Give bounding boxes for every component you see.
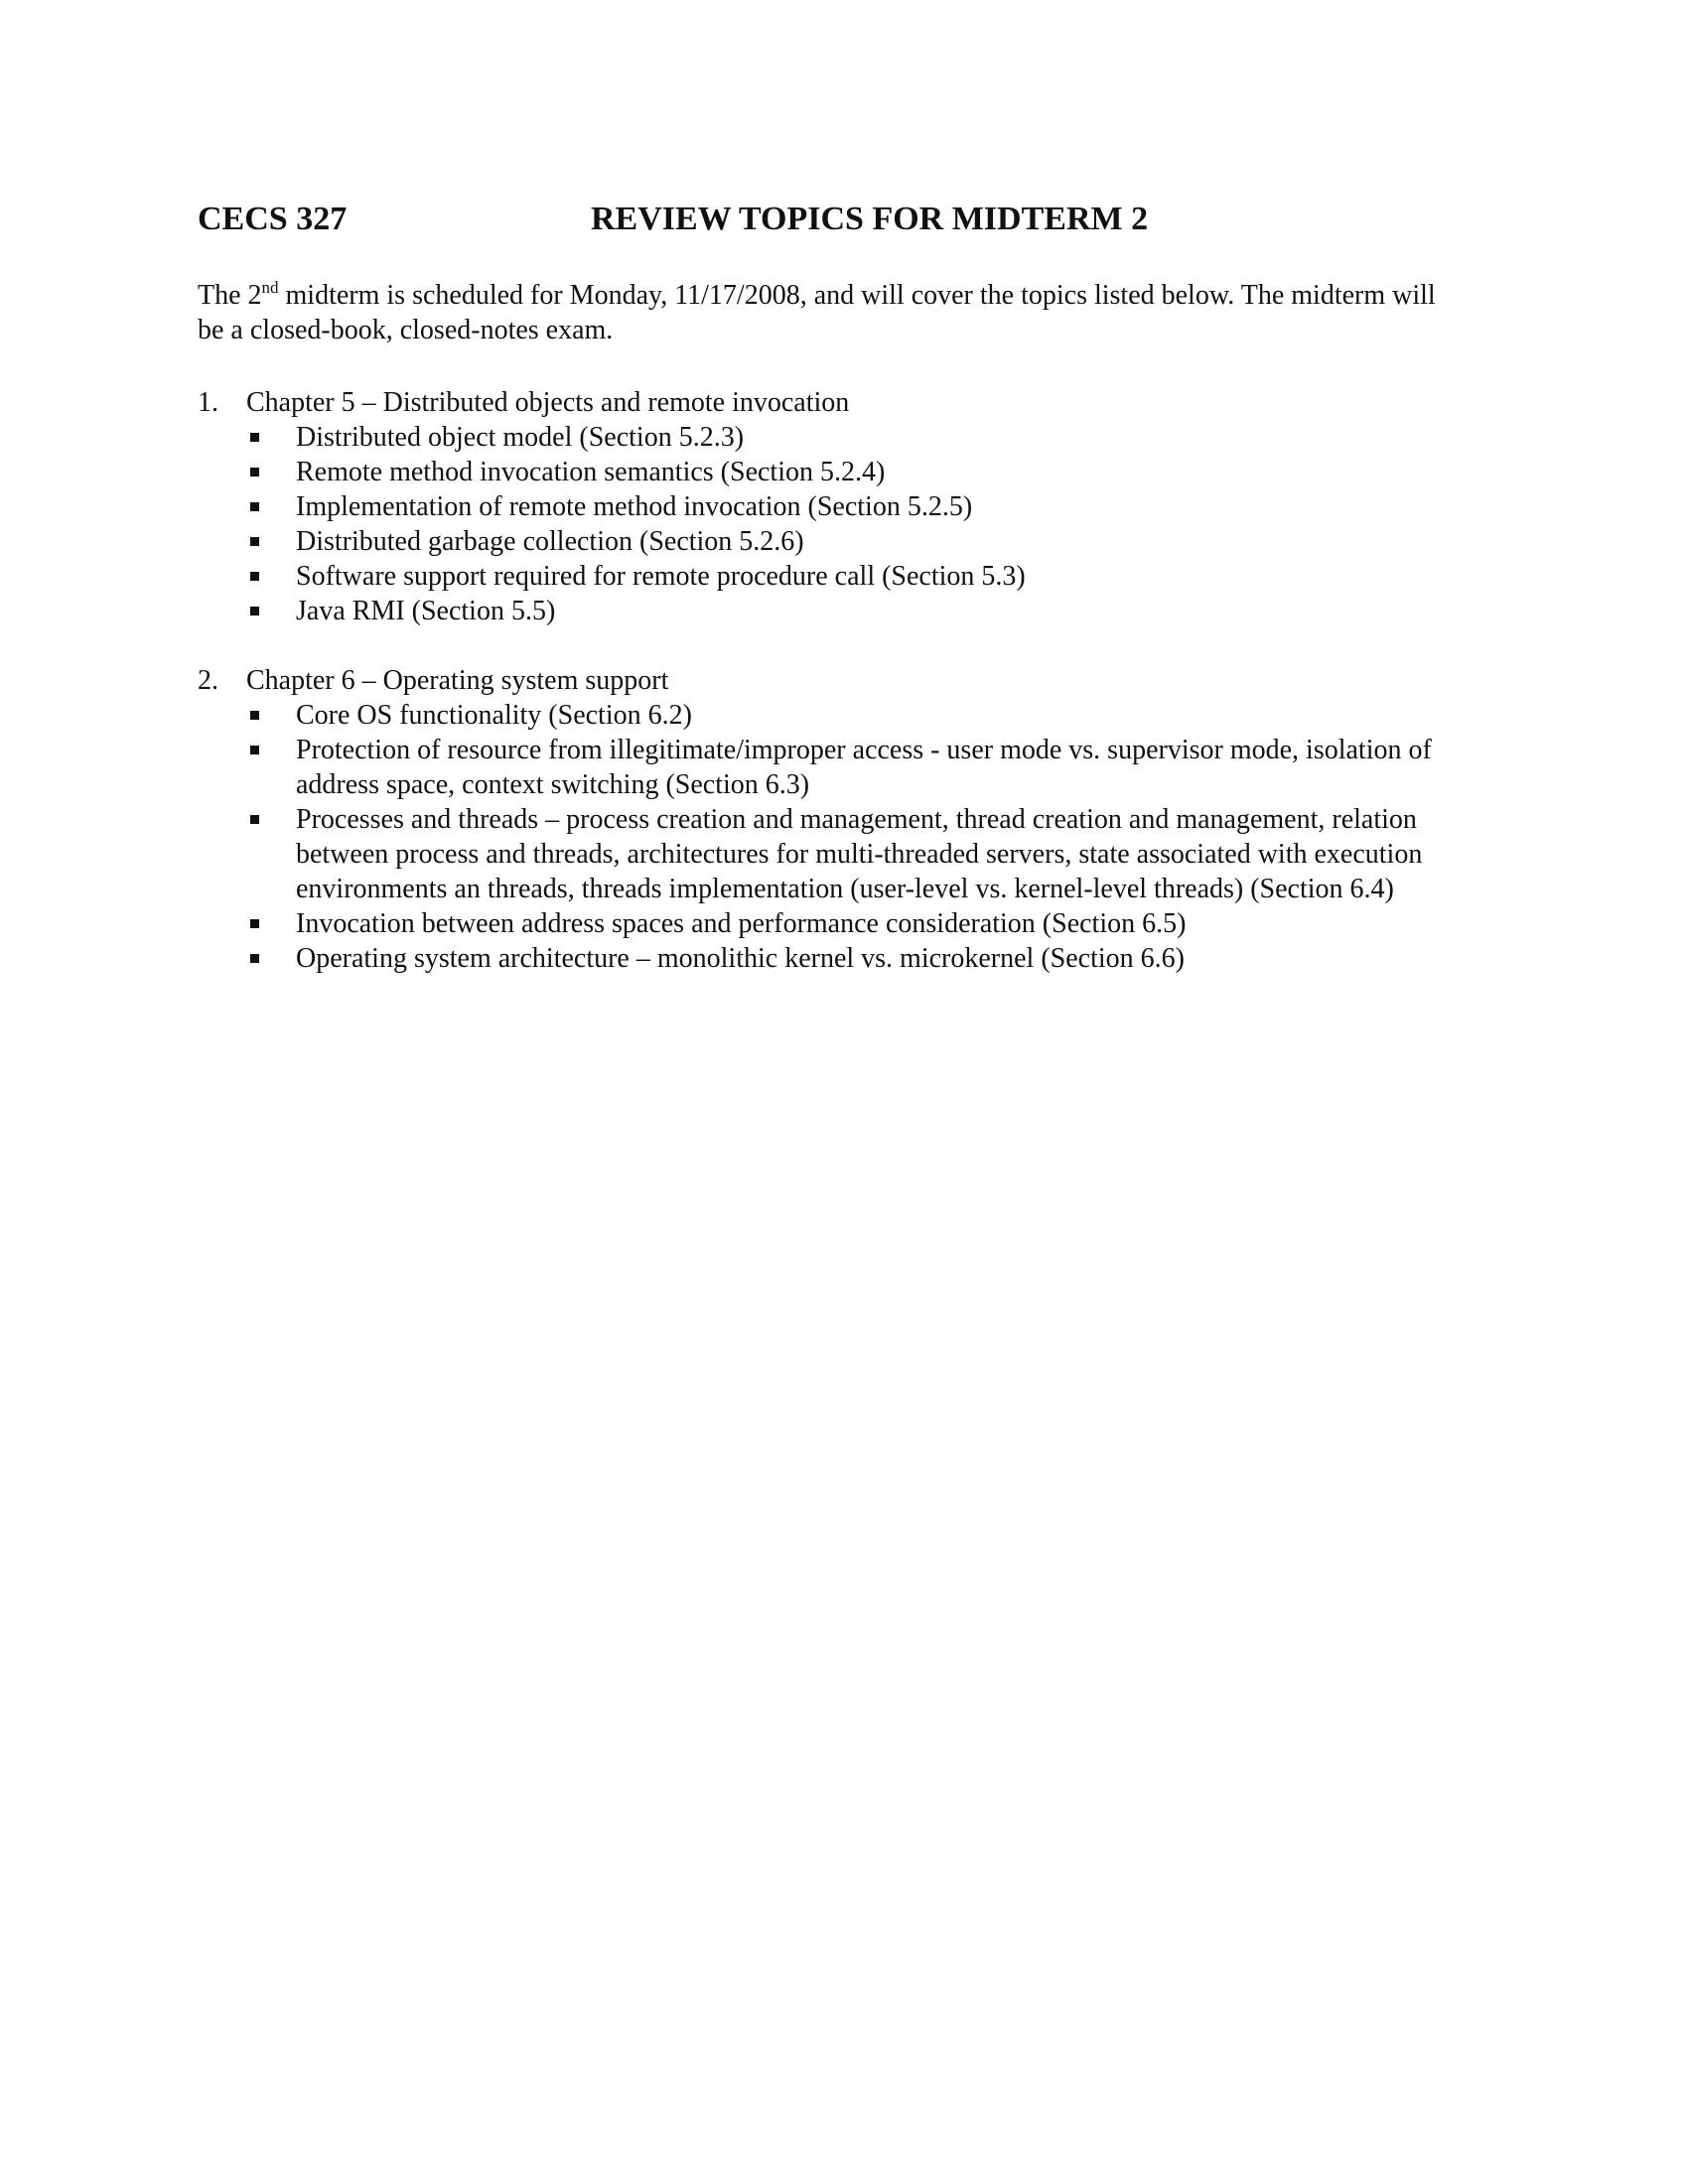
- topic-item: [198, 420, 1438, 455]
- intro-paragraph: [198, 278, 1439, 347]
- topic-text: Core OS functionality (Section 6.2): [296, 700, 692, 731]
- topic-item: [198, 733, 1438, 802]
- square-bullet-icon: [250, 815, 259, 824]
- square-bullet-icon: [250, 954, 259, 963]
- chapter-item: [198, 663, 1478, 976]
- topic-item: [198, 594, 1438, 628]
- intro-text-start: The 2: [198, 280, 262, 311]
- chapter-title: Chapter 6 – Operating system support: [246, 665, 669, 696]
- square-bullet-icon: [250, 746, 259, 754]
- topic-item: [198, 941, 1438, 976]
- square-bullet-icon: [250, 711, 259, 720]
- square-bullet-icon: [250, 572, 259, 581]
- square-bullet-icon: [250, 502, 259, 511]
- square-bullet-icon: [250, 468, 259, 477]
- chapter-item: [198, 385, 1478, 628]
- topic-text: Operating system architecture – monolithic kernel vs. microkernel (Section 6.6): [296, 943, 1185, 974]
- topic-text: Distributed object model (Section 5.2.3): [296, 422, 745, 453]
- topic-item: [198, 524, 1438, 559]
- topic-text: Distributed garbage collection (Section 5.2.6): [296, 526, 804, 557]
- topic-list: [198, 420, 1478, 628]
- document-header: [198, 195, 1488, 244]
- topic-item: [198, 906, 1438, 941]
- topic-item: [198, 698, 1438, 733]
- topic-item: [198, 455, 1438, 489]
- topic-text: Protection of resource from illegitimate/improper access - user mode vs. supervisor mode, isolation of address space, context switching (Section 6.3): [296, 735, 1432, 800]
- square-bullet-icon: [250, 607, 259, 615]
- chapter-title: Chapter 5 – Distributed objects and remote invocation: [246, 387, 850, 418]
- document-title: REVIEW TOPICS FOR MIDTERM 2: [591, 201, 1149, 237]
- topic-text: Implementation of remote method invocation (Section 5.2.5): [296, 491, 973, 522]
- square-bullet-icon: [250, 537, 259, 546]
- chapter-heading: [198, 663, 1478, 698]
- topic-item: [198, 489, 1438, 524]
- square-bullet-icon: [250, 919, 259, 928]
- topic-item: [198, 559, 1438, 594]
- topic-text: Processes and threads – process creation and management, thread creation and management, relation between process and threads, architectures for multi-threaded servers, state associated with execution environments an threads, threads implementation (user-level vs. kernel-level threads) (Section 6.4): [296, 804, 1423, 904]
- course-code: CECS 327: [198, 201, 348, 237]
- topic-text: Software support required for remote procedure call (Section 5.3): [296, 561, 1026, 592]
- chapter-list: [198, 385, 1478, 1011]
- chapter-heading: [198, 385, 1478, 420]
- topic-text: Remote method invocation semantics (Section 5.2.4): [296, 457, 886, 487]
- chapter-number: 2.: [198, 665, 218, 696]
- square-bullet-icon: [250, 433, 259, 442]
- topic-item: [198, 802, 1438, 906]
- topic-list: [198, 698, 1478, 976]
- intro-superscript: nd: [261, 278, 279, 297]
- topic-text: Invocation between address spaces and performance consideration (Section 6.5): [296, 908, 1187, 939]
- chapter-number: 1.: [198, 387, 218, 418]
- topic-text: Java RMI (Section 5.5): [296, 596, 556, 626]
- intro-text-end: midterm is scheduled for Monday, 11/17/2008, and will cover the topics listed below. The midterm will be a closed-book, closed-notes exam.: [198, 280, 1436, 345]
